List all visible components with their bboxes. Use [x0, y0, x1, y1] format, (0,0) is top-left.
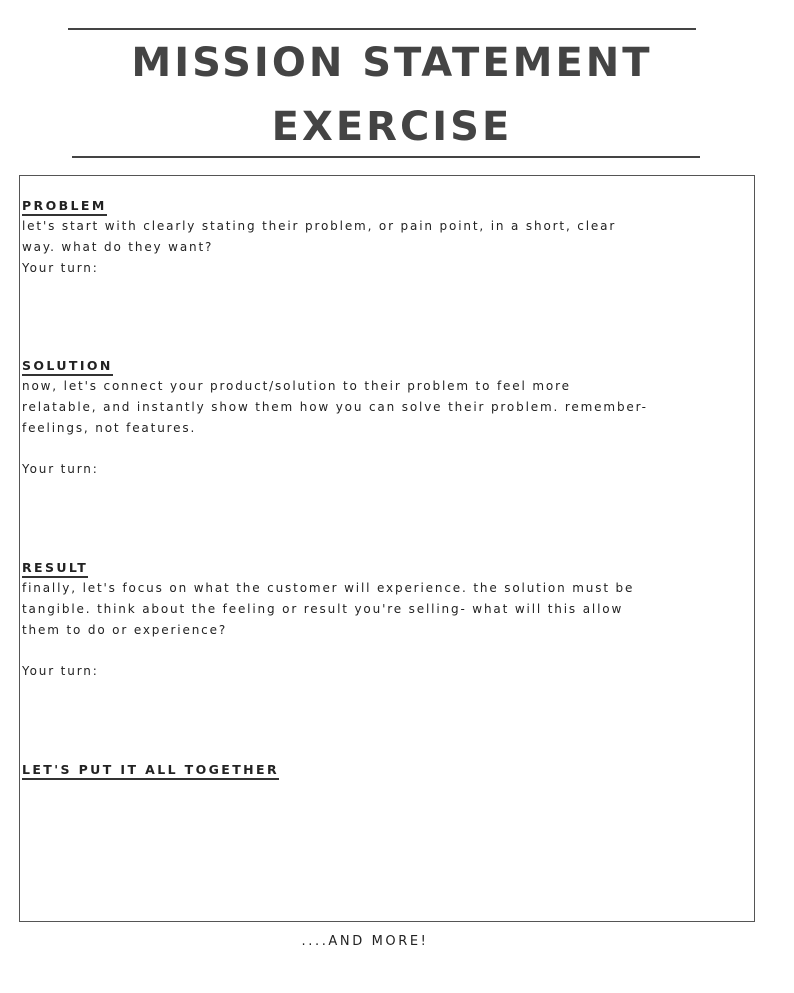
section-heading: PROBLEM — [22, 198, 107, 216]
section-together — [22, 759, 750, 780]
your-turn-label: Your turn: — [22, 261, 99, 275]
section-text: finally, let's focus on what the customer will experience. the solution must be — [22, 581, 635, 595]
section-heading: LET'S PUT IT ALL TOGETHER — [22, 762, 279, 780]
your-turn-label: Your turn: — [22, 462, 99, 476]
section-text: now, let's connect your product/solution to their problem to feel more — [22, 379, 571, 393]
section-text: them to do or experience? — [22, 623, 228, 637]
section-heading: SOLUTION — [22, 358, 113, 376]
top-rule — [68, 28, 696, 30]
worksheet-box — [19, 175, 755, 922]
section-text: tangible. think about the feeling or result you're selling- what will this allow — [22, 602, 624, 616]
section-heading: RESULT — [22, 560, 88, 578]
section-text: feelings, not features. — [22, 421, 197, 435]
section-text: relatable, and instantly show them how you can solve their problem. remember- — [22, 400, 648, 414]
footer-text: ....AND MORE! — [301, 934, 429, 949]
section-solution — [22, 355, 750, 480]
page-title-line1: MISSION STATEMENT — [131, 40, 653, 86]
section-text: let's start with clearly stating their problem, or pain point, in a short, clear — [22, 219, 617, 233]
bottom-rule — [72, 156, 700, 158]
section-result — [22, 557, 750, 682]
section-text: way. what do they want? — [22, 240, 214, 254]
page-title-line2: EXERCISE — [271, 104, 513, 150]
your-turn-label: Your turn: — [22, 664, 99, 678]
section-problem — [22, 195, 750, 279]
